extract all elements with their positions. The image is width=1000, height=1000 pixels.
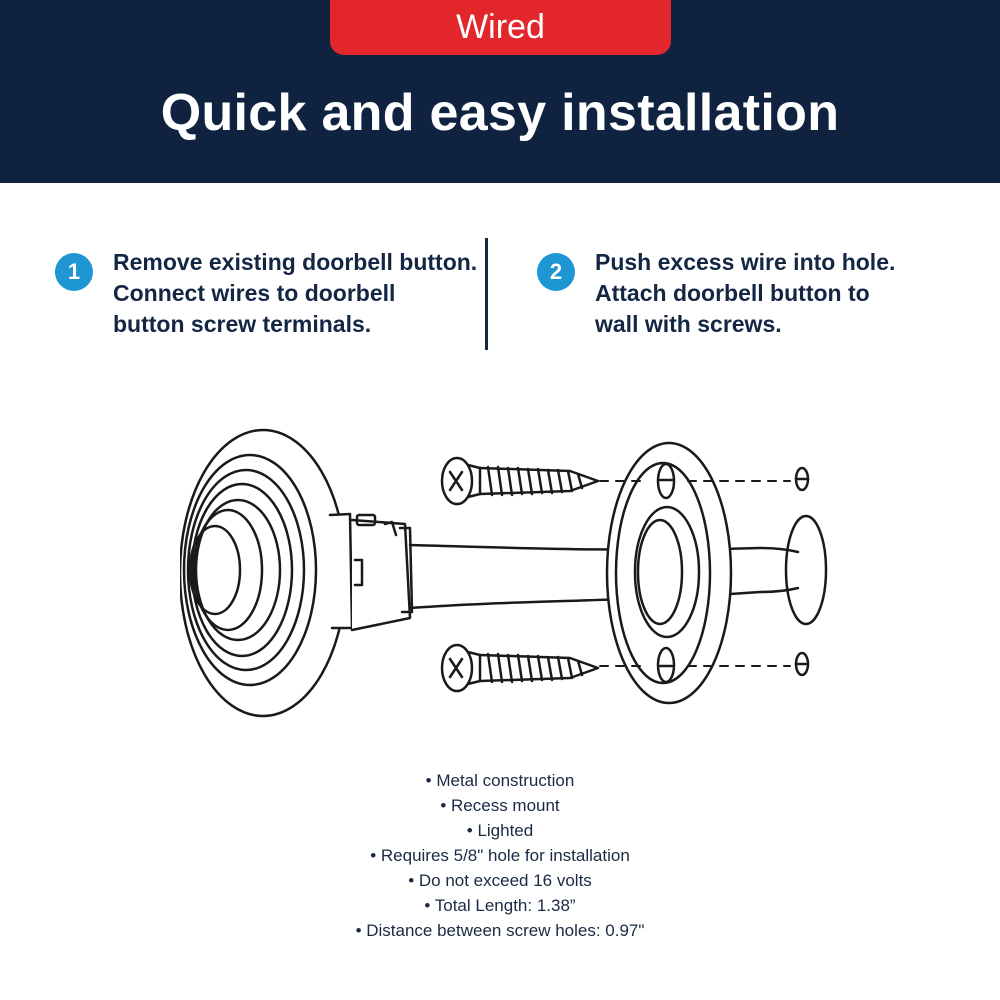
feature-item: • Total Length: 1.38” [424,896,576,915]
step-2 [537,247,895,340]
feature-item: • Recess mount [440,796,560,815]
screw-icon [442,458,598,504]
feature-item: • Requires 5/8" hole for installation [370,846,630,865]
feature-item: • Metal construction [425,771,575,790]
step-line: button screw terminals. [113,311,372,337]
mounting-plate-icon [607,443,731,703]
wired-badge: Wired [330,0,671,55]
step-line: Attach doorbell button to [595,280,870,306]
doorbell-button-illustration [180,420,830,730]
step-number-badge: 1 [55,253,93,291]
button-housing-icon [330,514,412,630]
step-1 [55,247,477,340]
button-face-icon [180,430,346,716]
feature-list [0,768,1000,943]
step-line: Push excess wire into hole. [595,249,896,275]
header-banner [0,0,1000,183]
step-instructions [595,247,895,340]
wall-hole-icon [760,516,826,624]
feature-item: • Lighted [466,821,534,840]
screw-icon [442,645,598,691]
feature-item: • Do not exceed 16 volts [408,871,592,890]
step-number-badge: 2 [537,253,575,291]
feature-item: • Distance between screw holes: 0.97" [355,921,645,940]
step-divider [485,238,488,350]
step-line: Connect wires to doorbell [113,280,396,306]
page-title: Quick and easy installation [160,84,840,142]
step-line: wall with screws. [595,311,782,337]
step-line: Remove existing doorbell button. [113,249,478,275]
step-instructions [113,247,477,340]
